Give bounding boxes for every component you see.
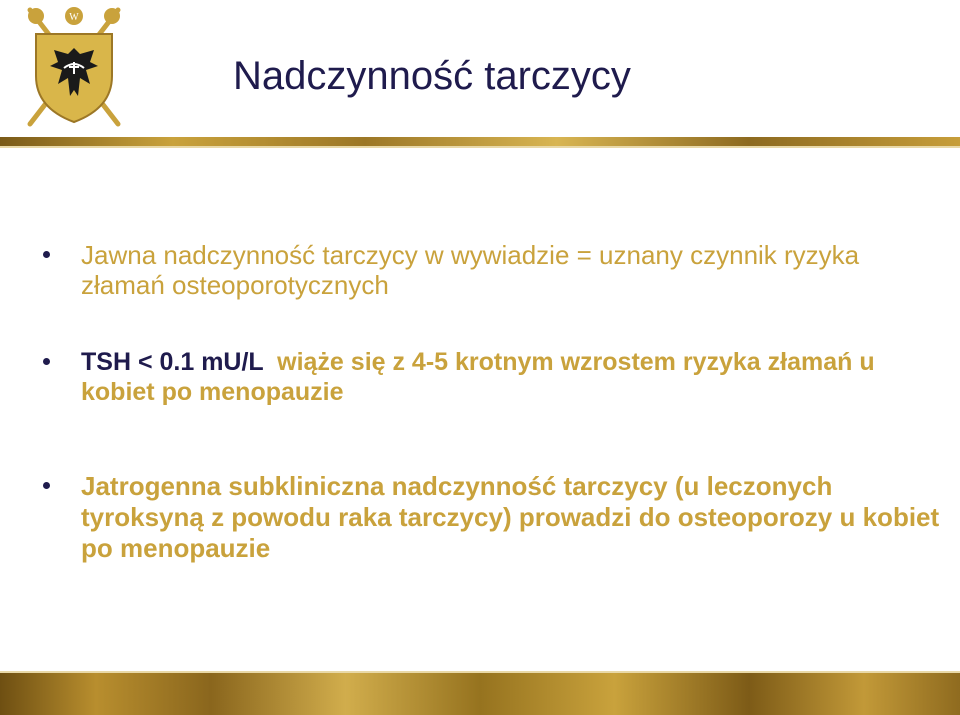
slide-title: Nadczynność tarczycy xyxy=(233,54,631,98)
bullet-text: Jatrogenna subkliniczna nadczynność tarczycy (u leczonych tyroksyną z powodu raka tarczycy) prowadzi do osteoporozy u kobiet po menopauzie xyxy=(81,471,940,563)
bullet-list xyxy=(40,240,940,564)
bullet-text xyxy=(81,347,940,407)
top-band-highlight xyxy=(0,146,960,148)
bullet-dot-icon xyxy=(43,251,50,258)
bullet-dot-icon xyxy=(43,482,50,489)
svg-text:W: W xyxy=(69,12,79,23)
bullet-item xyxy=(40,471,940,564)
bullet-dot-icon xyxy=(43,358,50,365)
bottom-gold-band xyxy=(0,673,960,715)
top-gold-band xyxy=(0,137,960,146)
bullet-text-rest: wiąże się z 4-5 krotnym wzrostem ryzyka złamań u kobiet po menopauzie xyxy=(81,348,882,406)
bullet-item xyxy=(40,347,940,407)
bullet-item xyxy=(40,240,940,300)
tsh-threshold: TSH < 0.1 mU/L xyxy=(81,348,264,376)
university-crest-icon xyxy=(22,4,126,130)
bullet-text: Jawna nadczynność tarczycy w wywiadzie = uznany czynnik ryzyka złamań osteoporotycznych xyxy=(81,240,860,300)
